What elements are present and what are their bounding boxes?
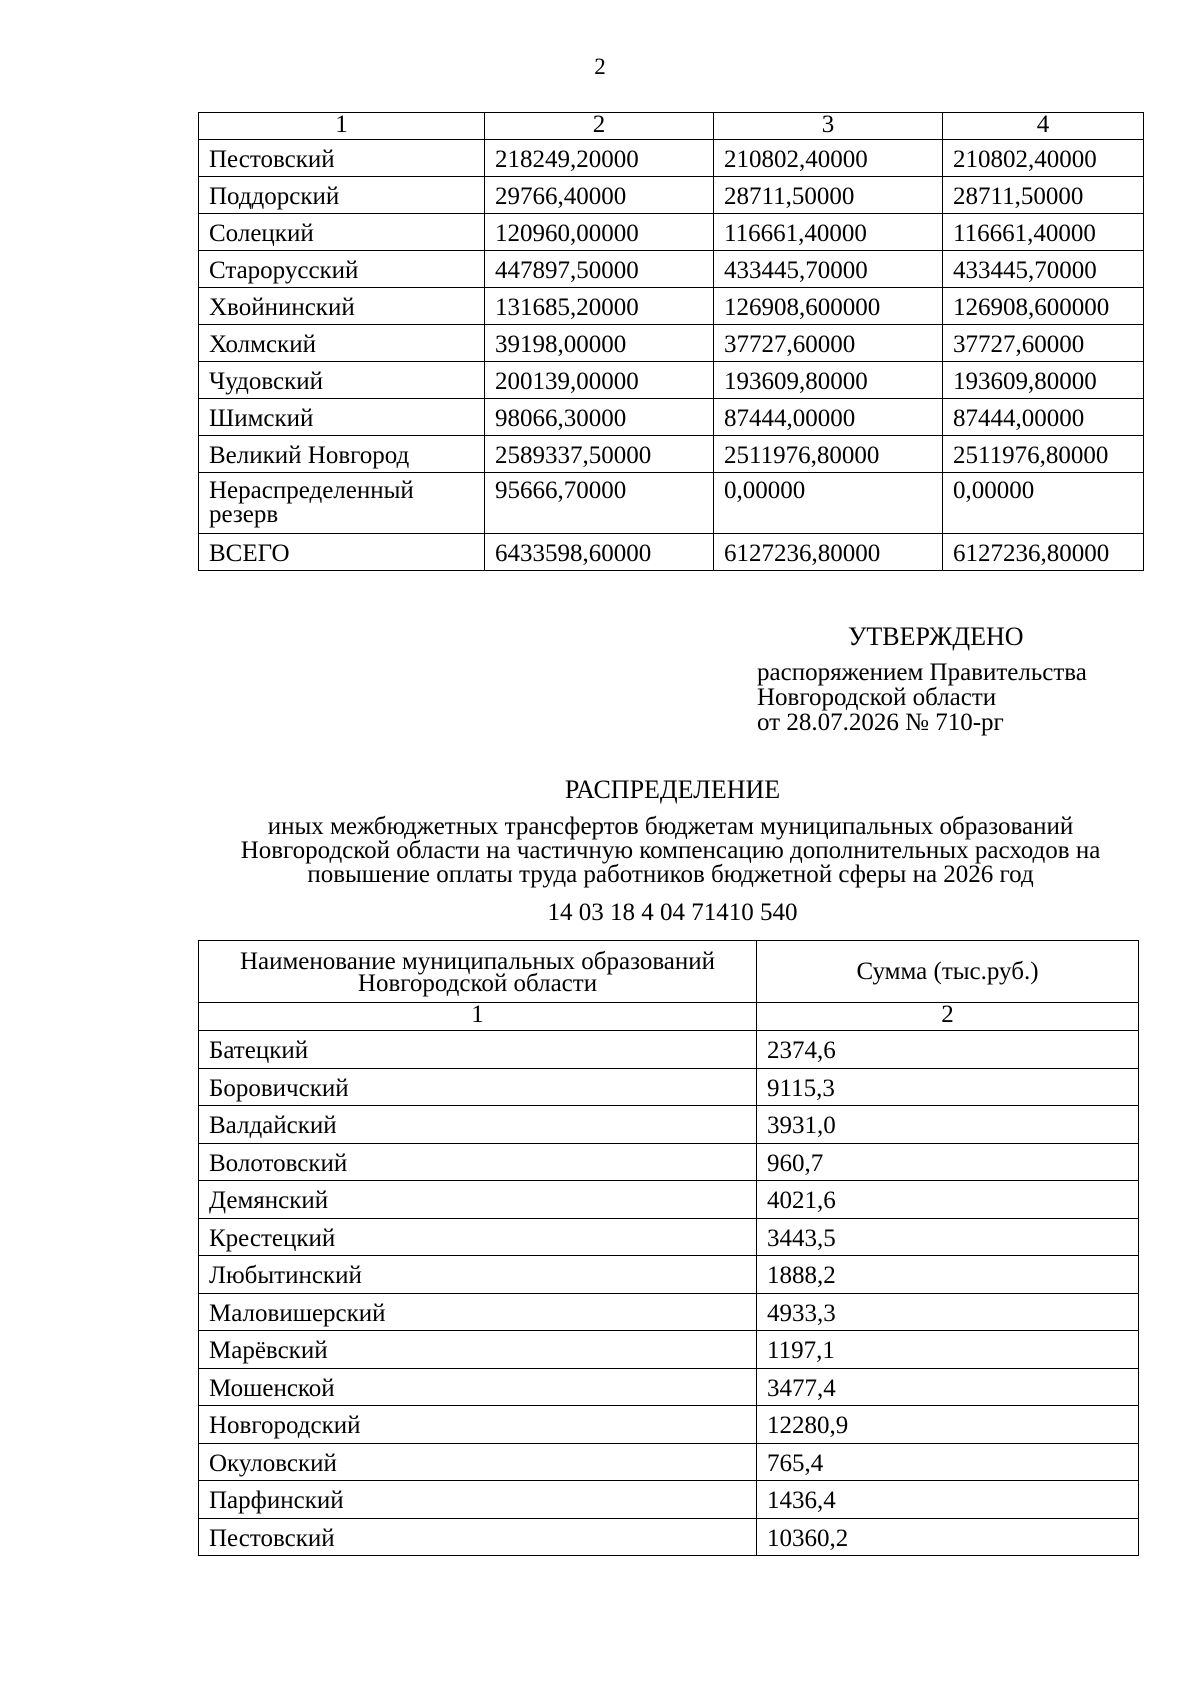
municipality-name: Солецкий (199, 214, 485, 251)
table-row (199, 251, 1144, 288)
table-row (199, 140, 1144, 177)
amount-cell: 218249,20000 (485, 140, 714, 177)
amount-cell: 2511976,80000 (943, 436, 1144, 473)
municipality-name: Волотовский (199, 1143, 757, 1181)
table-row (199, 1368, 1139, 1406)
approval-line: распоряжением Правительства (757, 659, 1087, 686)
municipality-name: Пестовский (199, 1518, 757, 1556)
table-row (199, 1518, 1139, 1556)
table-row (199, 473, 1144, 534)
subtitle-line: иных межбюджетных трансфертов бюджетам муниципальных образований (267, 813, 1074, 840)
municipality-name: Великий Новгород (199, 436, 485, 473)
municipality-name: Крестецкий (199, 1218, 757, 1256)
amount-cell: 37727,60000 (943, 325, 1144, 362)
municipality-name: Демянский (199, 1181, 757, 1219)
column-number-row (199, 1003, 1139, 1031)
sum-cell: 1197,1 (757, 1331, 1139, 1369)
amount-cell: 433445,70000 (714, 251, 943, 288)
table-row (199, 177, 1144, 214)
sum-cell: 960,7 (757, 1143, 1139, 1181)
municipality-name: Боровичский (199, 1068, 757, 1106)
municipality-name: Новгородский (199, 1406, 757, 1444)
sum-cell: 3477,4 (757, 1368, 1139, 1406)
approval-line: Новгородской области (757, 684, 997, 711)
amount-cell: 29766,40000 (485, 177, 714, 214)
table-row (199, 1031, 1139, 1069)
table-row (199, 325, 1144, 362)
amount-cell: 28711,50000 (943, 177, 1144, 214)
column-number: 1 (199, 1003, 757, 1031)
municipality-name: Любытинский (199, 1256, 757, 1294)
municipality-name: Валдайский (199, 1106, 757, 1144)
municipality-header: Наименование муниципальных образований Новгородской области (199, 941, 757, 1003)
distribution-subtitle (198, 815, 1143, 887)
continued-budget-table (198, 112, 1144, 571)
sum-cell: 10360,2 (757, 1518, 1139, 1556)
table-row (199, 1406, 1139, 1444)
distribution-table (198, 940, 1139, 1556)
amount-cell: 131685,20000 (485, 288, 714, 325)
sum-cell: 12280,9 (757, 1406, 1139, 1444)
table-row (199, 1293, 1139, 1331)
approval-line: от 28.07.2026 № 710-рг (757, 709, 1004, 736)
table-row (199, 534, 1144, 571)
sum-cell: 3931,0 (757, 1106, 1139, 1144)
sum-cell: 765,4 (757, 1443, 1139, 1481)
column-number: 3 (714, 113, 943, 140)
amount-cell: 37727,60000 (714, 325, 943, 362)
municipality-name: Хвойнинский (199, 288, 485, 325)
budget-classification-code: 14 03 18 4 04 71410 540 (547, 899, 798, 926)
municipality-name: Пестовский (199, 140, 485, 177)
municipality-name: Батецкий (199, 1031, 757, 1069)
amount-cell: 6127236,80000 (943, 534, 1144, 571)
amount-cell: 210802,40000 (943, 140, 1144, 177)
table-row (199, 1181, 1139, 1219)
sum-cell: 1888,2 (757, 1256, 1139, 1294)
amount-cell: 447897,50000 (485, 251, 714, 288)
table-row (199, 214, 1144, 251)
column-number: 1 (199, 113, 485, 140)
table-row (199, 1106, 1139, 1144)
table-row (199, 1143, 1139, 1181)
column-number: 4 (943, 113, 1144, 140)
sum-cell: 1436,4 (757, 1481, 1139, 1519)
column-number: 2 (485, 113, 714, 140)
approval-block (757, 622, 1087, 735)
amount-cell: 433445,70000 (943, 251, 1144, 288)
municipality-name: Поддорский (199, 177, 485, 214)
municipality-name: Окуловский (199, 1443, 757, 1481)
amount-cell: 116661,40000 (943, 214, 1144, 251)
amount-cell: 39198,00000 (485, 325, 714, 362)
municipality-name: Парфинский (199, 1481, 757, 1519)
amount-cell: 126908,600000 (714, 288, 943, 325)
amount-cell: 28711,50000 (714, 177, 943, 214)
table-row (199, 1331, 1139, 1369)
amount-cell: 6433598,60000 (485, 534, 714, 571)
amount-cell: 116661,40000 (714, 214, 943, 251)
table-row (199, 362, 1144, 399)
amount-cell: 87444,00000 (714, 399, 943, 436)
sum-header: Сумма (тыс.руб.) (757, 941, 1139, 1003)
subtitle-line: повышение оплаты труда работников бюджетной сферы на 2026 год (307, 861, 1034, 888)
amount-cell: 210802,40000 (714, 140, 943, 177)
table-row (199, 288, 1144, 325)
amount-cell: 126908,600000 (943, 288, 1144, 325)
amount-cell: 98066,30000 (485, 399, 714, 436)
amount-cell: 0,00000 (714, 473, 943, 534)
amount-cell: 2589337,50000 (485, 436, 714, 473)
amount-cell: 200139,00000 (485, 362, 714, 399)
subtitle-line: Новгородской области на частичную компенсацию дополнительных расходов на (240, 837, 1101, 864)
table-row (199, 1256, 1139, 1294)
column-number-row (199, 113, 1144, 140)
table-row (199, 1481, 1139, 1519)
municipality-name: Мошенской (199, 1368, 757, 1406)
amount-cell: 193609,80000 (943, 362, 1144, 399)
table-row (199, 1443, 1139, 1481)
table-header-row (199, 941, 1139, 1003)
amount-cell: 87444,00000 (943, 399, 1144, 436)
table-row (199, 436, 1144, 473)
municipality-name: Старорусский (199, 251, 485, 288)
sum-cell: 9115,3 (757, 1068, 1139, 1106)
municipality-name: Шимский (199, 399, 485, 436)
table-row (199, 1068, 1139, 1106)
sum-cell: 4021,6 (757, 1181, 1139, 1219)
amount-cell: 120960,00000 (485, 214, 714, 251)
sum-cell: 4933,3 (757, 1293, 1139, 1331)
municipality-name: Холмский (199, 325, 485, 362)
amount-cell: 95666,70000 (485, 473, 714, 534)
table-row (199, 1218, 1139, 1256)
sum-cell: 2374,6 (757, 1031, 1139, 1069)
approved-heading: УТВЕРЖДЕНО (848, 622, 1024, 651)
amount-cell: 2511976,80000 (714, 436, 943, 473)
municipality-name: Марёвский (199, 1331, 757, 1369)
municipality-name: ВСЕГО (199, 534, 485, 571)
municipality-name: Маловишерский (199, 1293, 757, 1331)
column-number: 2 (757, 1003, 1139, 1031)
distribution-title: РАСПРЕДЕЛЕНИЕ (564, 775, 781, 804)
page-number: 2 (594, 54, 606, 79)
amount-cell: 0,00000 (943, 473, 1144, 534)
amount-cell: 6127236,80000 (714, 534, 943, 571)
sum-cell: 3443,5 (757, 1218, 1139, 1256)
table-row (199, 399, 1144, 436)
amount-cell: 193609,80000 (714, 362, 943, 399)
municipality-name: Нераспределенный резерв (199, 473, 485, 534)
municipality-name: Чудовский (199, 362, 485, 399)
